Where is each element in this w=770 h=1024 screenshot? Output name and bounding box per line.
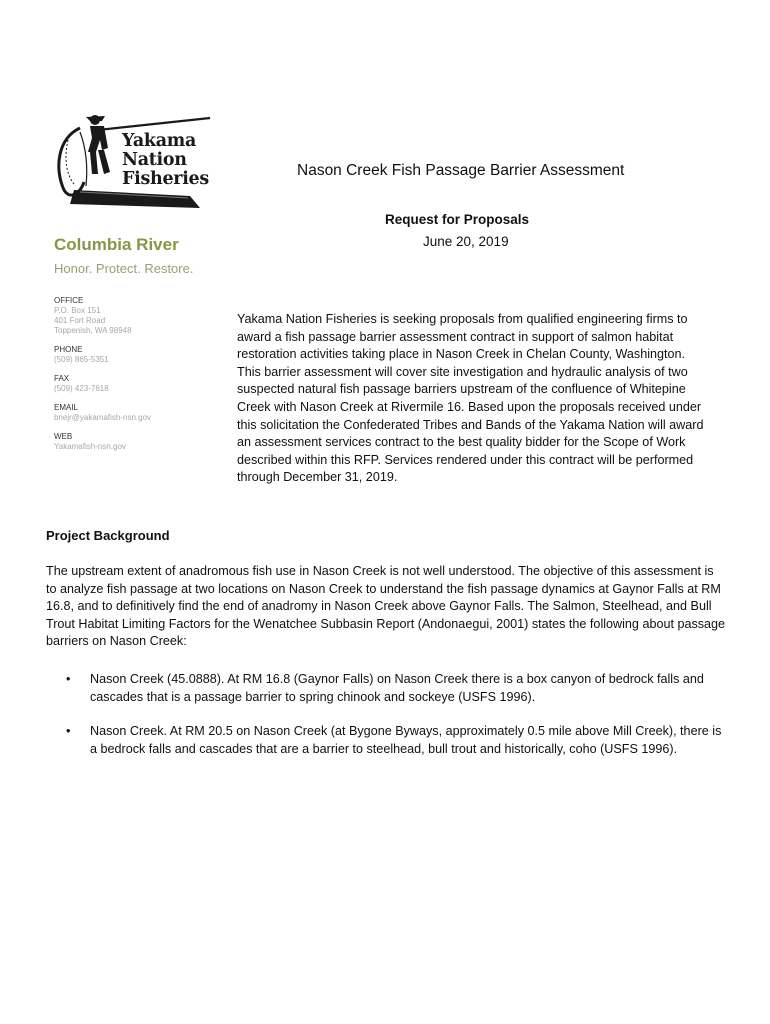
contact-value: Toppenish, WA 98948 [54, 326, 132, 335]
section-heading: Project Background [46, 528, 170, 543]
contact-value: P.O. Box 151 [54, 306, 101, 315]
tagline: Honor. Protect. Restore. [54, 261, 194, 276]
contact-block [54, 296, 224, 461]
contact-web [54, 432, 224, 452]
contact-value: 401 Fort Road [54, 316, 106, 325]
bullet-icon: • [66, 672, 71, 686]
list-item-text: Nason Creek. At RM 20.5 on Nason Creek (at Bygone Byways, approximately 0.5 mile above Mill Creek), there is a bedrock falls and cascades that are a barrier to steelhead, bull trout and historically, coho (USFS 1996). [90, 724, 722, 756]
contact-value: bnejr@yakamafish-nsn.gov [54, 413, 152, 422]
list-item [46, 671, 726, 706]
contact-label: EMAIL [54, 403, 79, 412]
barrier-list [46, 671, 726, 775]
list-item-text: Nason Creek (45.0888). At RM 16.8 (Gaynor Falls) on Nason Creek there is a box canyon of bedrock falls and cascades that is a passage barrier to spring chinook and sockeye (USFS 1996). [90, 672, 704, 704]
contact-value: (509) 423-7618 [54, 384, 109, 393]
contact-fax [54, 374, 224, 394]
contact-value: (509) 865-5351 [54, 355, 109, 364]
document-title: Nason Creek Fish Passage Barrier Assessment [297, 162, 625, 179]
background-paragraph: The upstream extent of anadromous fish use in Nason Creek is not well understood. The objective of this assessment is to analyze fish passage at two locations on Nason Creek to understand the fish passage dynamics at Gaynor Falls at RM 16.8, and to definitively find the end of anadromy in Nason Creek above Gaynor Falls. The Salmon, Steelhead, and Bull Trout Habitat Limiting Factors for the Wenatchee Subbasin Report (Andonaegui, 2001) states the following about passage barriers on Nason Creek: [46, 564, 726, 649]
contact-label: WEB [54, 432, 73, 441]
org-name: Columbia River [54, 235, 179, 254]
logo-word: Yakama [122, 131, 196, 151]
contact-office [54, 296, 224, 336]
contact-email [54, 403, 224, 423]
list-item [46, 723, 726, 758]
rfp-date: June 20, 2019 [423, 234, 509, 249]
contact-label: OFFICE [54, 296, 84, 305]
bullet-icon: • [66, 724, 71, 739]
rfp-heading: Request for Proposals [385, 212, 530, 227]
contact-value: Yakamafish-nsn.gov [54, 442, 126, 451]
contact-label: PHONE [54, 345, 83, 354]
intro-paragraph: Yakama Nation Fisheries is seeking proposals from qualified engineering firms to award a fish passage barrier assessment contract in support of salmon habitat restoration activities taking place in Nason Creek in Chelan County, Washington. This barrier assessment will cover site investigation and hydraulic analysis of two suspected natural fish passage barriers upstream of the confluence of Whitepine Creek with Nason Creek at Rivermile 16. Based upon the proposals received under this solicitation the Confederated Tribes and Bands of the Yakama Nation will award an assessment services contract to the best quality bidder for the Scope of Work described within this RFP. Services rendered under this contract will be performed through December 31, 2019. [237, 312, 704, 485]
contact-label: FAX [54, 374, 70, 383]
logo-wordmark [122, 132, 209, 189]
yakama-nation-fisheries-logo [50, 108, 215, 218]
contact-phone [54, 345, 224, 365]
logo-word: Nation [122, 150, 187, 170]
logo-word: Fisheries [122, 169, 209, 189]
